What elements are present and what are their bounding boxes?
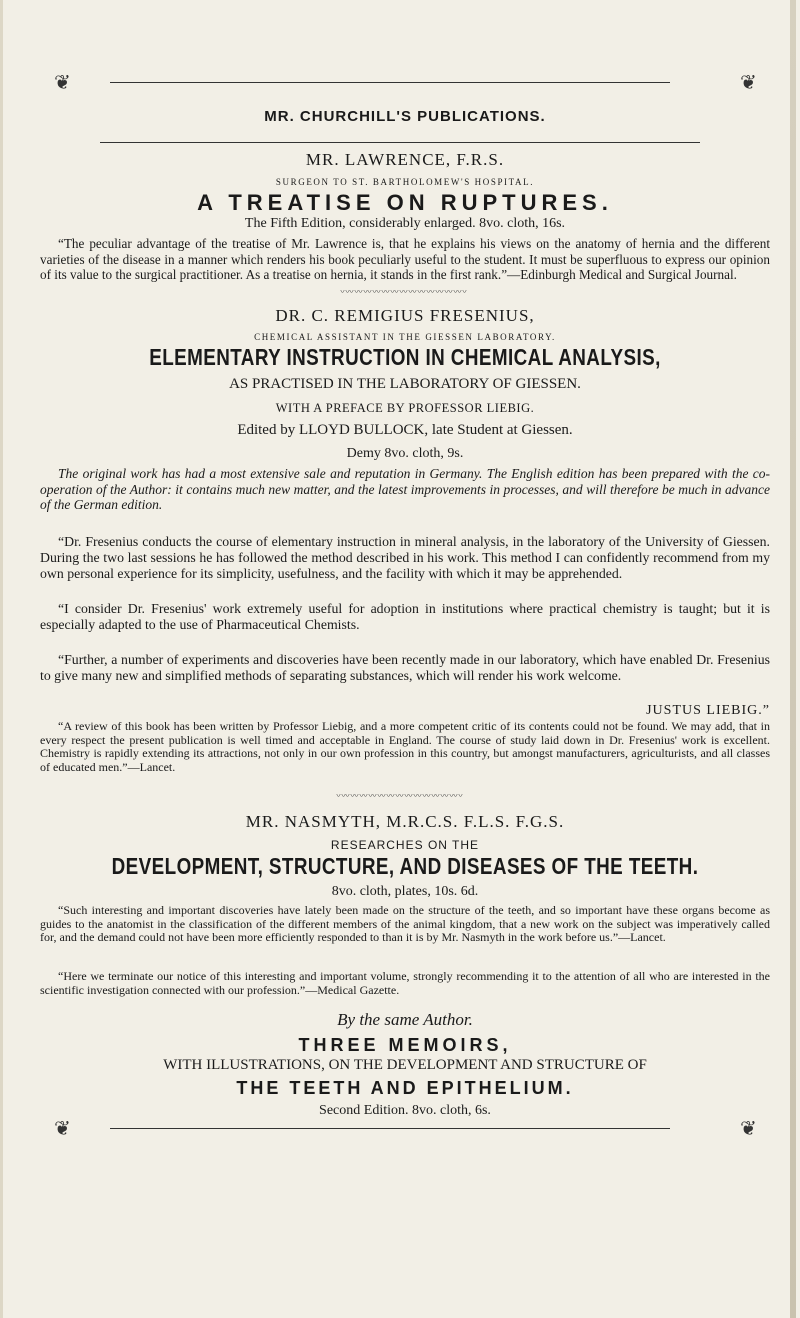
fresenius-position: CHEMICAL ASSISTANT IN THE GIESSEN LABORATORY. [254, 332, 556, 342]
fresenius-subtitle: AS PRACTISED IN THE LABORATORY OF GIESSEN. [229, 376, 581, 392]
memoirs-subtitle-2: THE TEETH AND EPITHELIUM. [236, 1078, 574, 1098]
liebig-quote-1: “Dr. Fresenius conducts the course of elementary instruction in mineral analysis, in the laboratory of the University of Giessen. During the two last sessions he has followed the method described in his work. This method I can confidently recommend from my own personal experience for its simplicity, usefulness, and the facility with which it may be apprehended. [40, 534, 770, 581]
top-rule [110, 82, 670, 83]
running-head: MR. CHURCHILL'S PUBLICATIONS. [264, 108, 546, 125]
divider-2: 〰〰〰〰〰〰〰〰〰〰〰〰〰〰 [336, 794, 462, 800]
lawrence-title: A TREATISE ON RUPTURES. [197, 190, 613, 215]
page-right-edge [790, 0, 796, 1318]
liebig-quote-2: “I consider Dr. Fresenius' work extremely useful for adoption in institutions where practical chemistry is taught; but it is especially adapted to the use of Pharmaceutical Chemists. [40, 601, 770, 632]
fresenius-editor: Edited by LLOYD BULLOCK, late Student at Giessen. [237, 422, 573, 438]
corner-ornament-bottom-left-icon: ❦ [54, 1116, 71, 1140]
fresenius-note: The original work has had a most extensive sale and reputation in Germany. The English edition has been prepared with the co-operation of the Author: it contains much new matter, and the latest improvements in processes, and will therefore be much in advance of the German edition. [40, 466, 770, 512]
lawrence-position: SURGEON TO ST. BARTHOLOMEW'S HOSPITAL. [275, 177, 535, 187]
page-left-edge [0, 0, 3, 1318]
header-rule [100, 142, 700, 143]
fresenius-format: Demy 8vo. cloth, 9s. [346, 446, 464, 461]
liebig-signature: JUSTUS LIEBIG.” [646, 703, 770, 718]
lancet-review: “A review of this book has been written by Professor Liebig, and a more competent critic of its contents could not be found. We may add, that in every respect the present publication is well timed and acceptable in England. The course of study laid down in Dr. Fresenius' work is excellent. Chemistry is rapidly extending its attractions, not only in our own profession in this country, but amongst manufacturers, agriculturists, and all classes of educated men.”—Lancet. [40, 719, 770, 774]
memoirs-format: Second Edition. 8vo. cloth, 6s. [319, 1103, 491, 1118]
nasmyth-author: MR. NASMYTH, M.R.C.S. F.L.S. F.G.S. [245, 812, 565, 831]
nasmyth-review-2: “Here we terminate our notice of this interesting and important volume, strongly recommending it to the attention of all who are interested in the scientific investigation connected with our profession.”—Medical Gazette. [40, 969, 770, 997]
nasmyth-label: RESEARCHES ON THE [330, 838, 480, 852]
liebig-quote-3: “Further, a number of experiments and discoveries have been recently made in our laboratory, which have enabled Dr. Fresenius to give many new and simplified methods of separating substances, which will render his work welcome. [40, 652, 770, 683]
fresenius-preface: WITH A PREFACE BY PROFESSOR LIEBIG. [275, 401, 535, 415]
nasmyth-format: 8vo. cloth, plates, 10s. 6d. [331, 884, 479, 899]
nasmyth-title: DEVELOPMENT, STRUCTURE, AND DISEASES OF THE TEETH. [111, 853, 699, 879]
divider-1: 〰〰〰〰〰〰〰〰〰〰〰〰〰〰 [340, 290, 466, 296]
bottom-rule [110, 1128, 670, 1129]
fresenius-author: DR. C. REMIGIUS FRESENIUS, [275, 306, 535, 325]
corner-ornament-top-right-icon: ❦ [740, 70, 757, 94]
memoirs-title: THREE MEMOIRS, [298, 1035, 512, 1055]
corner-ornament-bottom-right-icon: ❦ [740, 1116, 757, 1140]
fresenius-title: ELEMENTARY INSTRUCTION IN CHEMICAL ANALYSIS, [149, 344, 661, 370]
nasmyth-review-1: “Such interesting and important discoveries have lately been made on the structure of the teeth, and so important have these organs become as guides to the anatomist in the classification of the different members of the animal kingdom, that a new work on the subject was imperatively called for, and the demand could not have been more efficiently responded to than it is by Mr. Nasmyth in the work before us.”—Lancet. [40, 903, 770, 944]
same-author-label: By the same Author. [337, 1010, 473, 1029]
memoirs-subtitle: WITH ILLUSTRATIONS, ON THE DEVELOPMENT AND STRUCTURE OF [163, 1057, 647, 1073]
lawrence-edition: The Fifth Edition, considerably enlarged. 8vo. cloth, 16s. [244, 216, 566, 231]
lawrence-review: “The peculiar advantage of the treatise of Mr. Lawrence is, that he explains his views on the anatomy of hernia and the different varieties of the disease in a manner which renders his book peculiarly useful to the student. It must be superfluous to express our opinion of its value to the surgical practitioner. As a treatise on hernia, it stands in the first rank.”—Edinburgh Medical and Surgical Journal. [40, 236, 770, 282]
lawrence-author: MR. LAWRENCE, F.R.S. [305, 150, 505, 169]
corner-ornament-top-left-icon: ❦ [54, 70, 71, 94]
page [40, 0, 770, 1318]
